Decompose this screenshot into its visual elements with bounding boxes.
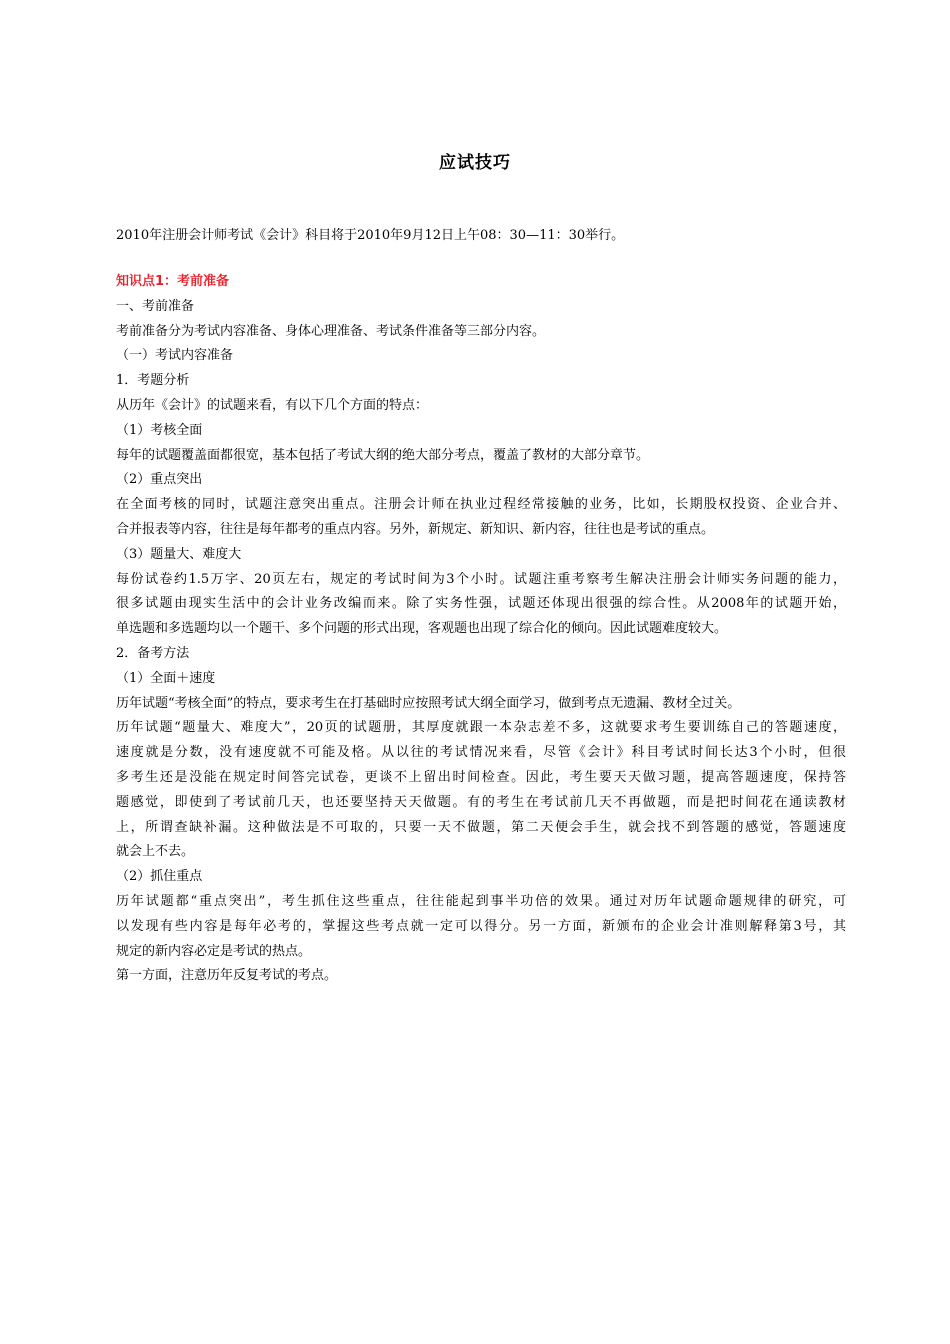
document-title: 应试技巧 xyxy=(439,153,511,173)
text-line: （1）全面＋速度 xyxy=(116,670,216,686)
text-line: 历年试题都“重点突出”，考生抓住这些重点，往往能起到事半功倍的效果。通过对历年试题命题规律的研究，可 xyxy=(116,893,846,909)
text-line: 从历年《会计》的试题来看，有以下几个方面的特点： xyxy=(116,397,429,413)
text-line: 合并报表等内容，往往是每年都考的重点内容。另外，新规定、新知识、新内容，往往也是考试的重点。 xyxy=(116,521,715,537)
text-line: 第一方面，注意历年反复考试的考点。 xyxy=(116,968,338,984)
text-line: （3）题量大、难度大 xyxy=(116,546,242,562)
text-line: 以发现有些内容是每年必考的，掌握这些考点就一定可以得分。另一方面，新颁布的企业会计准则解释第3号，其 xyxy=(116,918,846,934)
text-line: 上，所谓查缺补漏。这种做法是不可取的，只要一天不做题，第二天便会手生，就会找不到答题的感觉，答题速度 xyxy=(116,819,846,835)
text-line: 一、考前准备 xyxy=(116,298,195,314)
text-line: 就会上不去。 xyxy=(116,844,195,860)
text-line: （1）考核全面 xyxy=(116,422,203,438)
text-line: 速度就是分数，没有速度就不可能及格。从以往的考试情况来看，尽管《会计》科目考试时间长达3个小时，但很 xyxy=(116,745,846,761)
text-line: 2．备考方法 xyxy=(116,645,190,661)
text-line: 每年的试题覆盖面都很宽，基本包括了考试大纲的绝大部分考点，覆盖了教材的大部分章节。 xyxy=(116,447,650,463)
text-line: 规定的新内容必定是考试的热点。 xyxy=(116,943,312,959)
text-line: （2）重点突出 xyxy=(116,472,203,488)
text-line: 在全面考核的同时，试题注意突出重点。注册会计师在执业过程经常接触的业务，比如，长期股权投资、企业合并、 xyxy=(116,497,846,513)
text-line: 历年试题“题量大、难度大”，20页的试题册，其厚度就跟一本杂志差不多，这就要求考生要训练自己的答题速度， xyxy=(116,720,846,736)
text-line: 单选题和多选题均以一个题干、多个问题的形式出现，客观题也出现了综合化的倾向。因此试题难度较大。 xyxy=(116,621,728,637)
text-line: 很多试题由现实生活中的会计业务改编而来。除了实务性强，试题还体现出很强的综合性。从2008年的试题开始， xyxy=(116,596,846,612)
text-line: 多考生还是没能在规定时间答完试卷，更谈不上留出时间检查。因此，考生要天天做习题，提高答题速度，保持答 xyxy=(116,769,846,785)
intro-paragraph: 2010年注册会计师考试《会计》科目将于2010年9月12日上午08：30—11：30举行。 xyxy=(116,228,625,243)
text-line: （一）考试内容准备 xyxy=(116,348,234,364)
document-body xyxy=(116,270,846,989)
text-line: 每份试卷约1.5万字、20页左右，规定的考试时间为3个小时。试题注重考察考生解决注册会计师实务问题的能力， xyxy=(116,571,846,587)
text-line: （2）抓住重点 xyxy=(116,869,203,885)
text-line: 1．考题分析 xyxy=(116,373,190,389)
section-heading: 知识点1：考前准备 xyxy=(116,274,230,289)
text-line: 题感觉，即使到了考试前几天，也还要坚持天天做题。有的考生在考试前几天不再做题，而是把时间花在通读教材 xyxy=(116,794,846,810)
text-line: 历年试题“考核全面”的特点，要求考生在打基础时应按照考试大纲全面学习，做到考点无遗漏、教材全过关。 xyxy=(116,695,741,711)
text-line: 考前准备分为考试内容准备、身体心理准备、考试条件准备等三部分内容。 xyxy=(116,323,546,339)
